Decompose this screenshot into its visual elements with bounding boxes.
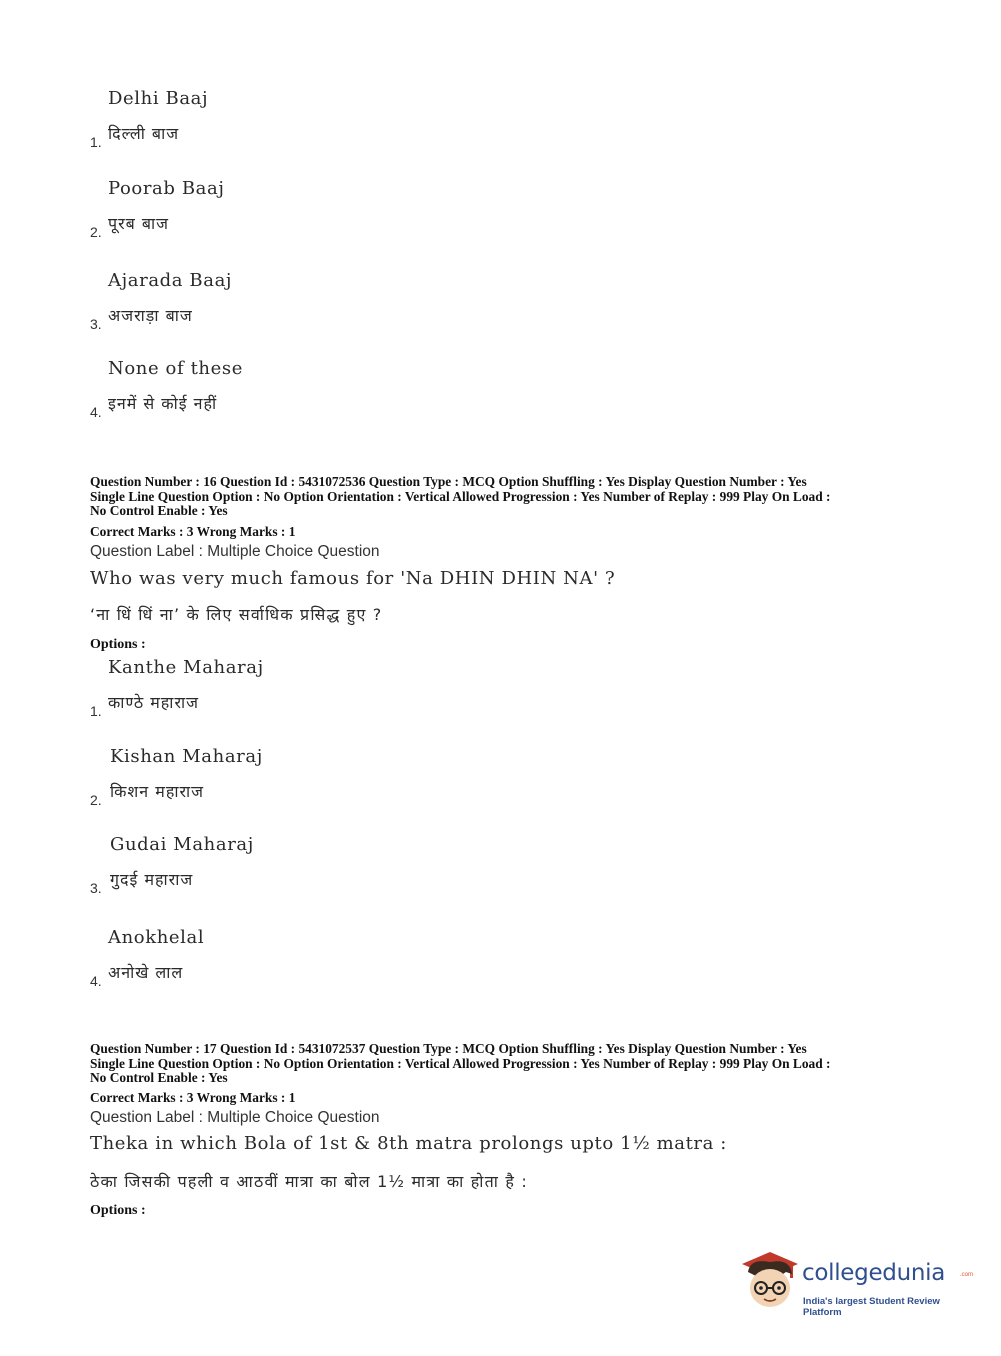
option-text-hi: गुदई महाराज [110,870,194,889]
option-text-hi: किशन महाराज [110,782,205,801]
collegedunia-logo [740,1250,974,1320]
question-text-en: Who was very much famous for 'Na DHIN DHIN NA' ? [90,568,616,589]
option-number: 3. [90,316,102,332]
option-text-hi: अनोखे लाल [108,963,184,982]
option-text-hi: पूरब बाज [108,214,170,233]
option-text-en: Anokhelal [108,927,205,948]
option-text-en: Kishan Maharaj [110,746,263,767]
option-text-en: None of these [108,358,243,379]
mascot-icon [740,1250,800,1312]
option-number: 3. [90,880,102,896]
question-meta: Question Number : 17 Question Id : 5431072537 Question Type : MCQ Option Shuffling : Yes Display Question Number : Yes Single Line Question Option : No Option Orientation : Vertical Allowed Progression : Yes Number of Replay : 999 Play On Load : No Control Enable : Yes [90,1041,831,1086]
option-text-hi: इनमें से कोई नहीं [108,394,218,413]
question-meta: Question Number : 16 Question Id : 5431072536 Question Type : MCQ Option Shuffling : Yes Display Question Number : Yes Single Line Question Option : No Option Orientation : Vertical Allowed Progression : Yes Number of Replay : 999 Play On Load : No Control Enable : Yes [90,474,831,519]
logo-wordmark: collegedunia [802,1260,946,1286]
question-label: Question Label : Multiple Choice Question [90,1109,380,1126]
option-number: 2. [90,224,102,240]
option-number: 4. [90,973,102,989]
logo-tagline: India's largest Student Review Platform [803,1296,940,1318]
option-number: 1. [90,134,102,150]
option-text-hi: काण्ठे महाराज [108,693,200,712]
option-text-en: Poorab Baaj [108,178,225,199]
option-text-hi: दिल्ली बाज [108,124,180,143]
option-text-en: Delhi Baaj [108,88,209,109]
options-label: Options : [90,1203,146,1218]
question-text-en: Theka in which Bola of 1st & 8th matra prolongs upto 1½ matra : [90,1133,727,1154]
question-text-hi: ठेका जिसकी पहली व आठवीं मात्रा का बोल 1½ मात्रा का होता है : [90,1172,528,1191]
question-text-hi: ‘ना धिं धिं ना’ के लिए सर्वाधिक प्रसिद्ध हुए ? [90,605,383,624]
question-label: Question Label : Multiple Choice Question [90,543,380,560]
option-number: 4. [90,404,102,420]
question-marks: Correct Marks : 3 Wrong Marks : 1 [90,524,296,539]
option-text-en: Kanthe Maharaj [108,657,264,678]
option-text-hi: अजराड़ा बाज [108,306,193,325]
logo-dotcom: .com [960,1272,974,1278]
question-marks: Correct Marks : 3 Wrong Marks : 1 [90,1090,296,1105]
option-text-en: Ajarada Baaj [108,270,233,291]
option-text-en: Gudai Maharaj [110,834,254,855]
options-label: Options : [90,637,146,652]
option-number: 2. [90,792,102,808]
option-number: 1. [90,703,102,719]
